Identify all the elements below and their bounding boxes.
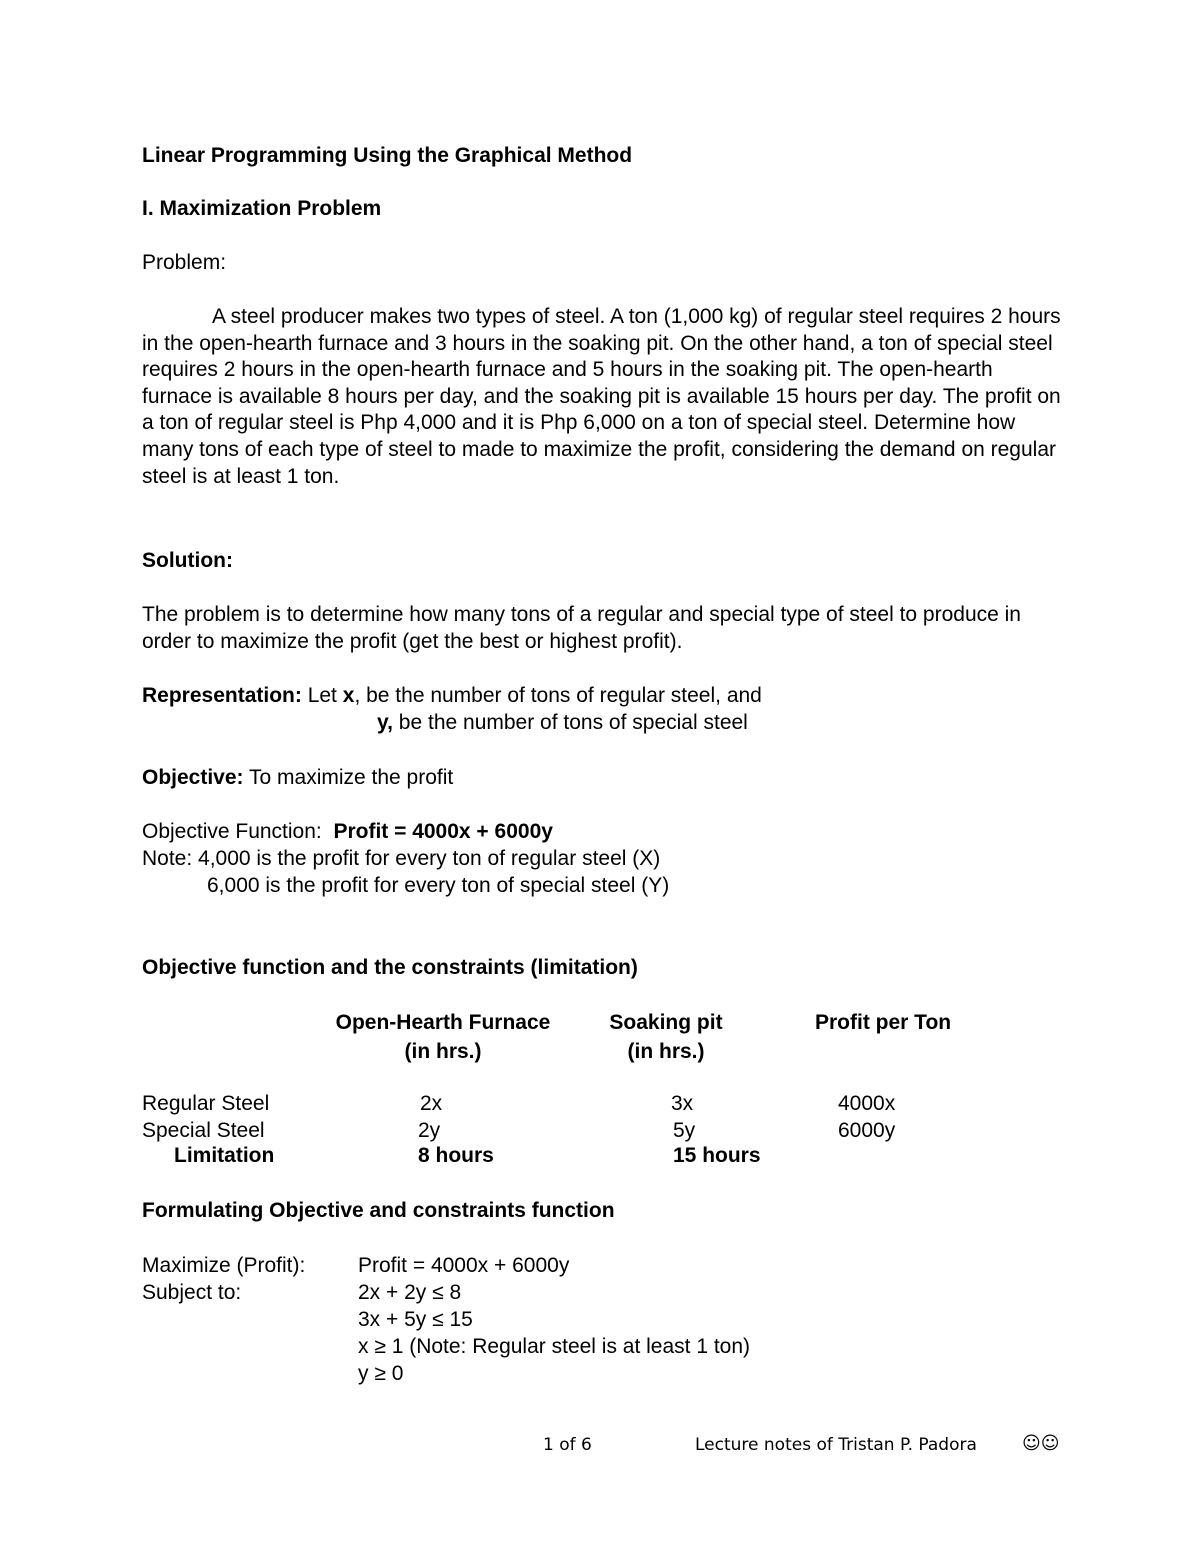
row-label-special: Special Steel — [142, 1119, 265, 1142]
formulating-heading: Formulating Objective and constraints function — [142, 1199, 615, 1222]
objective-function-line — [142, 819, 553, 844]
header-pit-line2: (in hrs.) — [627, 1040, 705, 1064]
problem-text: A steel producer makes two types of steel. A ton (1,000 kg) of regular steel requires 2 hours in the open-hearth furnace and 3 hours in the soaking pit. On the other hand, a ton of special steel requires 2 hours in the open-hearth furnace and 5 hours in the soaking pit. The open-hearth furnace is available 8 hours per day, and the soaking pit is available 15 hours per day. The profit on a ton of regular steel is Php 4,000 and it is Php 6,000 on a ton of special steel. Determine how many tons of each type of steel to made to maximize the profit, considering the demand on regular steel is at least 1 ton. — [142, 305, 1061, 488]
header-furnace-line1: Open-Hearth Furnace — [335, 1011, 551, 1034]
page-title: Linear Programming Using the Graphical Method — [142, 144, 633, 167]
solution-label: Solution: — [142, 549, 233, 572]
objective-function-label: Objective Function: — [142, 820, 322, 843]
problem-paragraph — [142, 304, 1067, 490]
cell-limitation-furnace: 8 hours — [418, 1144, 494, 1167]
maximize-expression: Profit = 4000x + 6000y — [358, 1254, 570, 1277]
constraint-x-min: x ≥ 1 (Note: Regular steel is at least 1 ton) — [358, 1335, 751, 1358]
note-special: 6,000 is the profit for every ton of special steel (Y) — [207, 874, 670, 897]
row-label-regular: Regular Steel — [142, 1092, 270, 1115]
smiley-icons: ☺☺ — [1022, 1433, 1060, 1454]
objective-function-formula: Profit = 4000x + 6000y — [333, 820, 553, 843]
solution-paragraph — [142, 602, 1042, 655]
note-regular: Note: 4,000 is the profit for every ton of regular steel (X) — [142, 847, 661, 870]
variable-x: x — [342, 684, 355, 707]
problem-label: Problem: — [142, 251, 227, 274]
variable-y: y, — [377, 711, 393, 734]
constraints-heading: Objective function and the constraints (limitation) — [142, 956, 638, 979]
objective-label: Objective: — [142, 766, 244, 789]
page-number: 1 of 6 — [543, 1435, 592, 1455]
constraint-y-nonneg: y ≥ 0 — [358, 1362, 404, 1385]
header-soaking-pit — [589, 1010, 743, 1064]
representation-line-x — [142, 683, 762, 708]
cell-special-pit: 5y — [673, 1119, 696, 1142]
footer-author: Lecture notes of Tristan P. Padora — [695, 1435, 977, 1455]
representation-let: Let — [307, 684, 337, 707]
header-profit-per-ton: Profit per Ton — [815, 1011, 952, 1034]
header-furnace-line2: (in hrs.) — [404, 1040, 482, 1064]
header-pit-line1: Soaking pit — [609, 1011, 723, 1034]
cell-special-profit: 6000y — [838, 1119, 896, 1142]
cell-special-furnace: 2y — [418, 1119, 441, 1142]
cell-regular-pit: 3x — [671, 1092, 694, 1115]
constraint-soaking-pit: 3x + 5y ≤ 15 — [358, 1308, 473, 1331]
variable-y-definition: be the number of tons of special steel — [392, 711, 748, 734]
subject-to-label: Subject to: — [142, 1281, 242, 1304]
row-label-limitation: Limitation — [174, 1144, 275, 1167]
variable-x-definition: , be the number of tons of regular steel, and — [354, 684, 762, 707]
constraint-furnace: 2x + 2y ≤ 8 — [358, 1281, 462, 1304]
cell-regular-furnace: 2x — [420, 1092, 443, 1115]
representation-label: Representation: — [142, 684, 302, 707]
section-heading: I. Maximization Problem — [142, 197, 382, 220]
objective-text: To maximize the profit — [243, 766, 454, 789]
header-furnace — [312, 1010, 574, 1064]
solution-text: The problem is to determine how many tons of a regular and special type of steel to produce in order to maximize the profit (get the best or highest profit). — [142, 603, 1021, 653]
cell-limitation-pit: 15 hours — [673, 1144, 761, 1167]
objective-line — [142, 765, 453, 790]
representation-line-y — [377, 710, 748, 735]
maximize-label: Maximize (Profit): — [142, 1254, 306, 1277]
cell-regular-profit: 4000x — [838, 1092, 896, 1115]
